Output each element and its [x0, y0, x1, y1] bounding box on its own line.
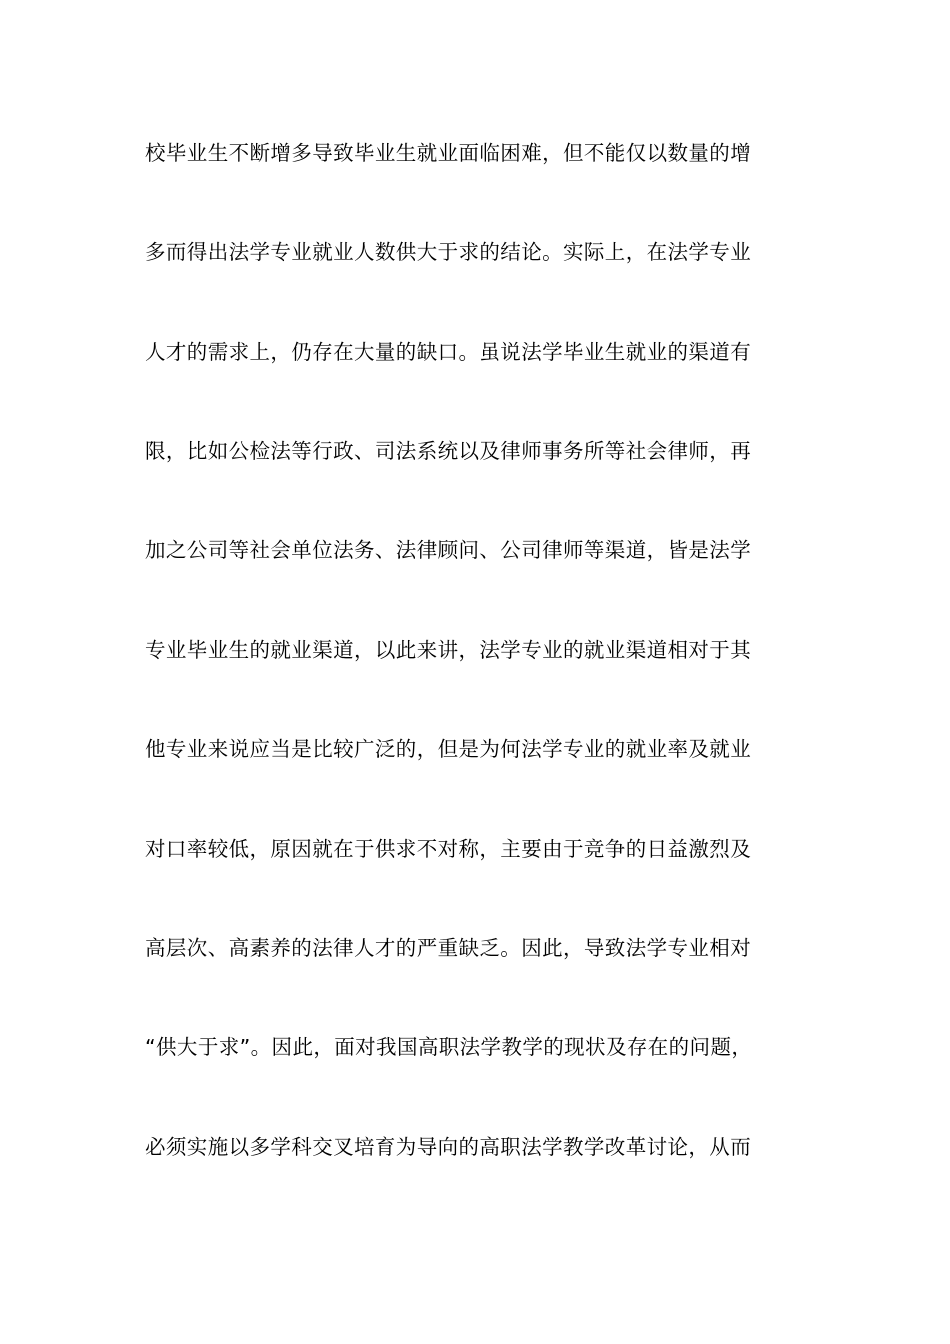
text-line: 必须实施以多学科交叉培育为导向的高职法学教学改革讨论，从而 [145, 1135, 752, 1159]
text-line: 加之公司等社会单位法务、法律顾问、公司律师等渠道，皆是法学 [145, 538, 752, 562]
text-line: 校毕业生不断增多导致毕业生就业面临困难，但不能仅以数量的增 [145, 141, 752, 165]
text-line: “供大于求”。因此，面对我国高职法学教学的现状及存在的问题， [145, 1035, 753, 1059]
text-line: 他专业来说应当是比较广泛的，但是为何法学专业的就业率及就业 [145, 737, 752, 761]
text-line: 专业毕业生的就业渠道，以此来讲，法学专业的就业渠道相对于其 [145, 638, 752, 662]
text-line: 对口率较低，原因就在于供求不对称，主要由于竞争的日益激烈及 [145, 837, 752, 861]
text-line: 高层次、高素养的法律人才的严重缺乏。因此，导致法学专业相对 [145, 936, 752, 960]
text-line: 多而得出法学专业就业人数供大于求的结论。实际上，在法学专业 [145, 240, 752, 264]
text-line: 限，比如公检法等行政、司法系统以及律师事务所等社会律师，再 [145, 439, 752, 463]
text-line: 人才的需求上，仍存在大量的缺口。虽说法学毕业生就业的渠道有 [145, 340, 752, 364]
